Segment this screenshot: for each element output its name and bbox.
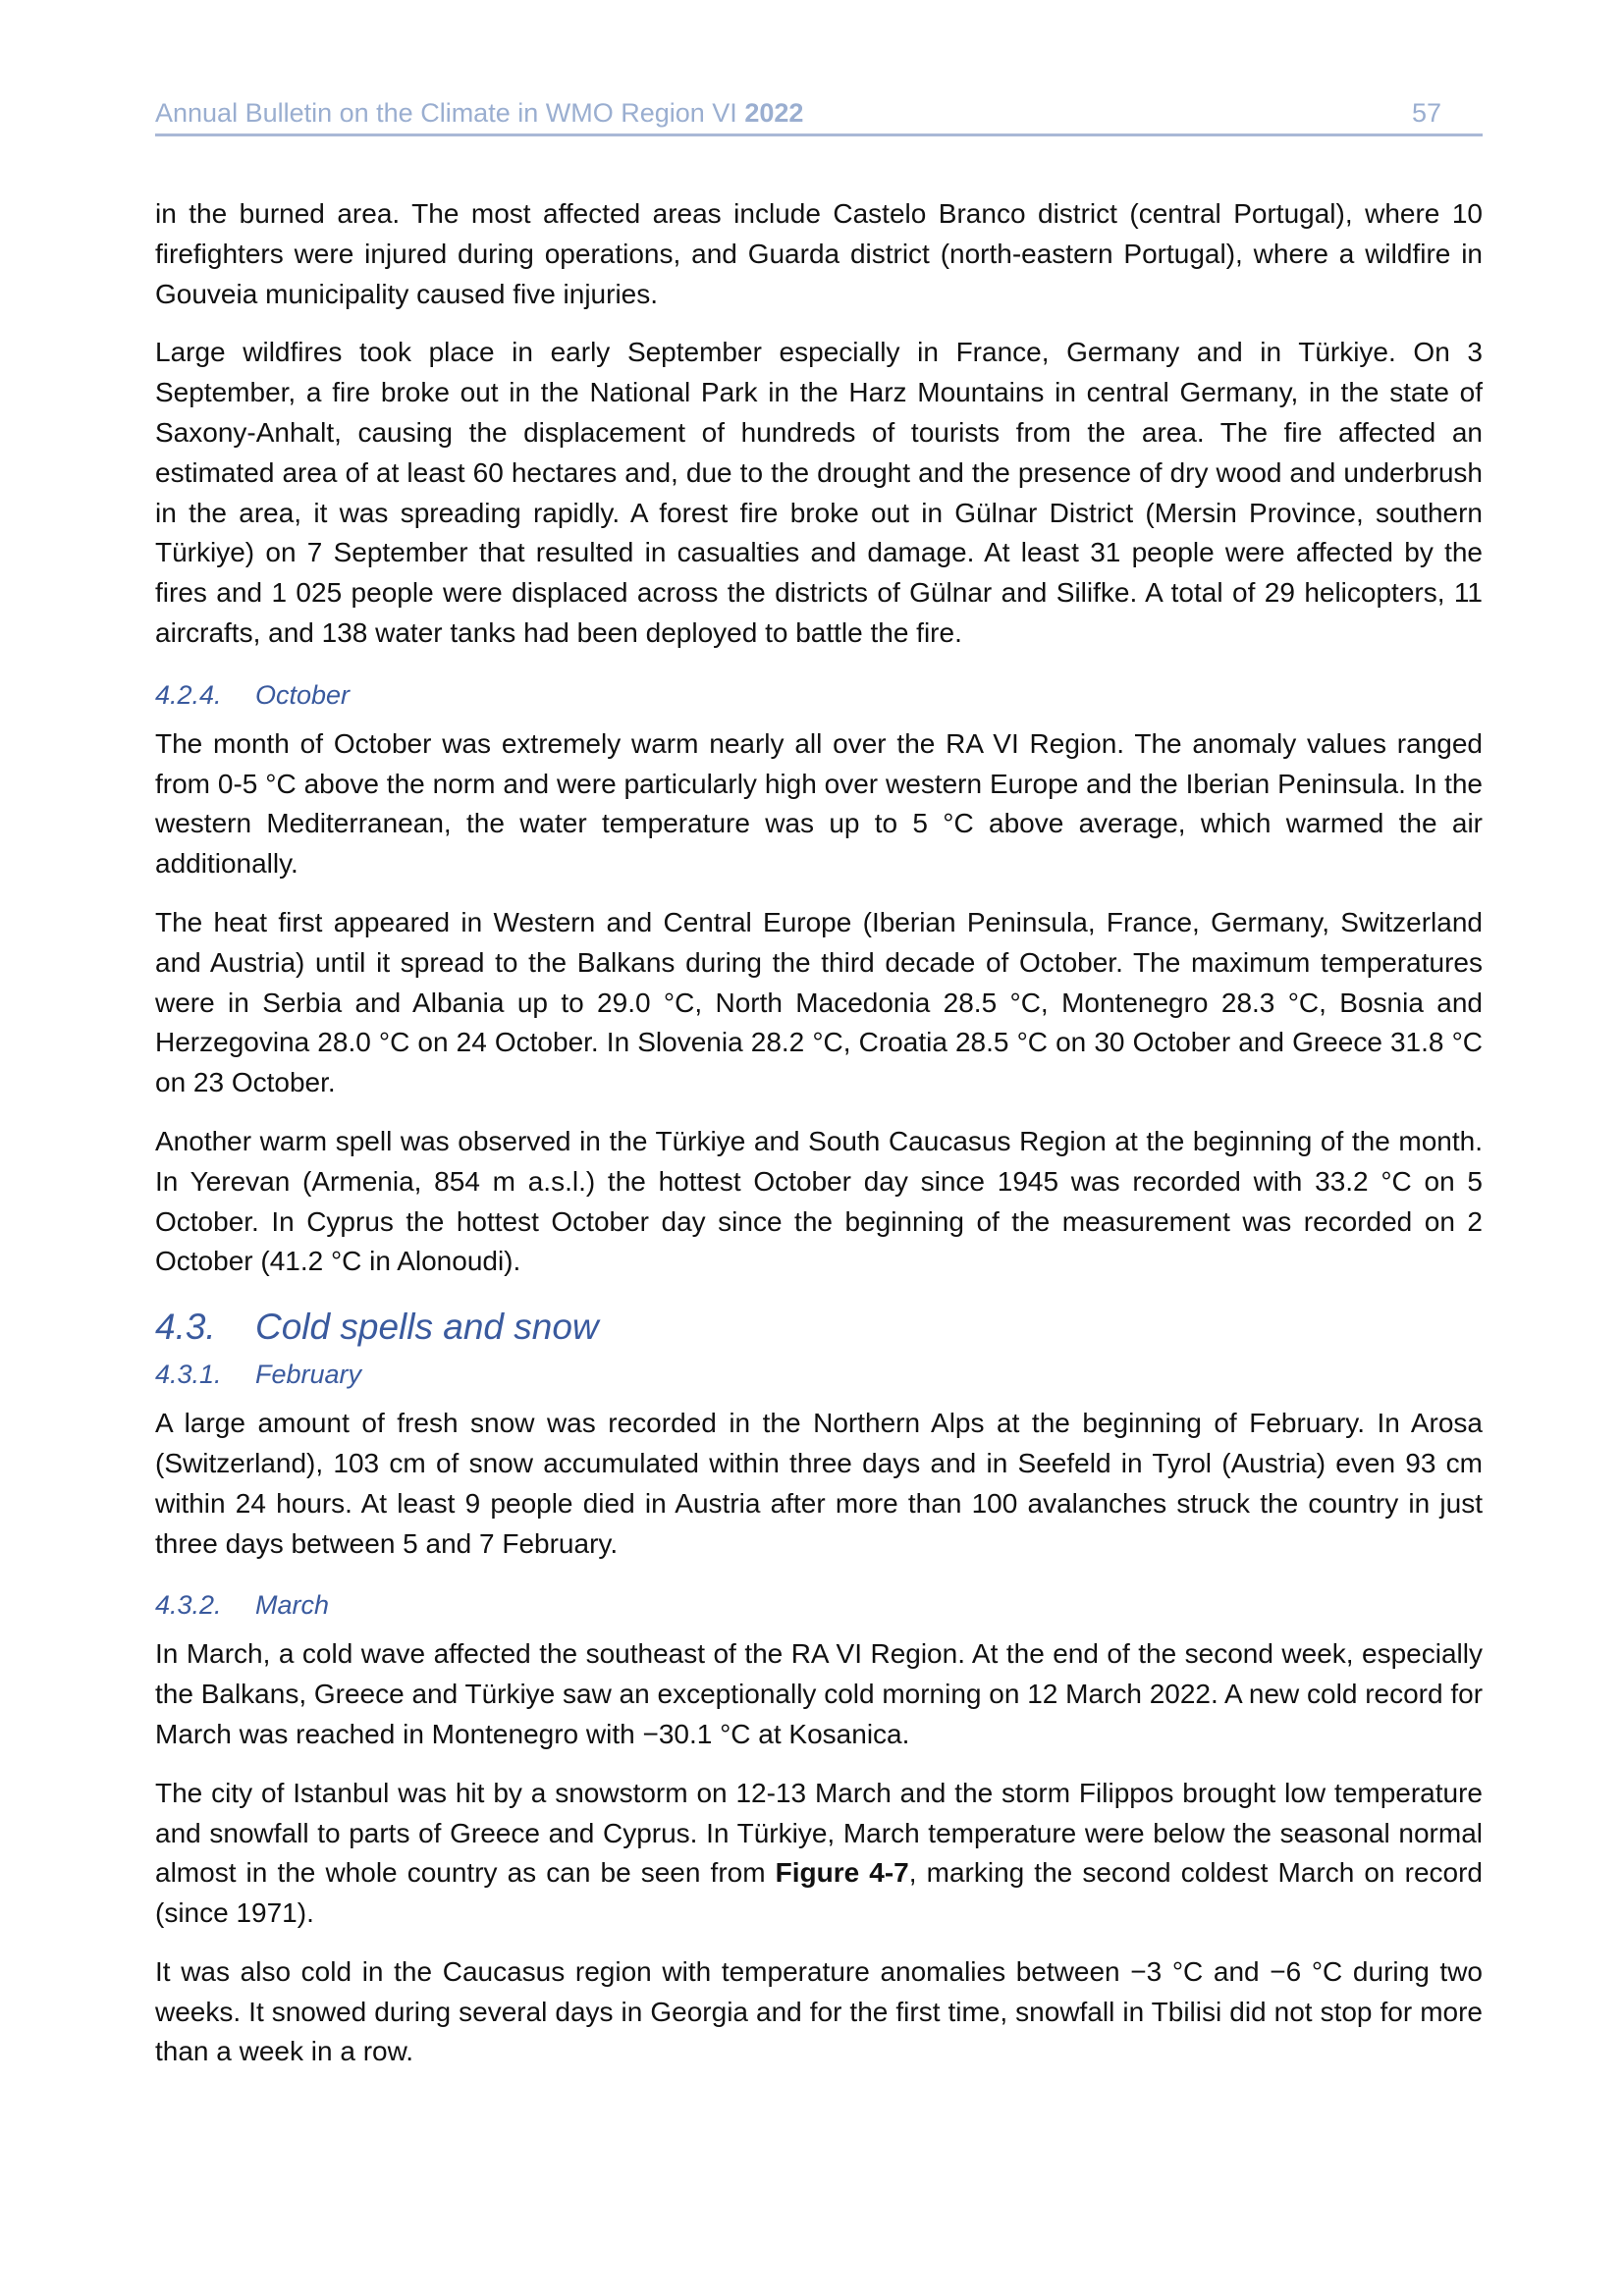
section-heading-october <box>155 677 1483 713</box>
paragraph-october-heat: The heat first appeared in Western and Central Europe (Iberian Peninsula, France, Germany, Switzerland and Austria) until it spread to the Balkans during the third decade of October. The maximum temperatures were in Serbia and Albania up to 29.0 °C, North Macedonia 28.5 °C, Montenegro 28.3 °C, Bosnia and Herzegovina 28.0 °C on 24 October. In Slovenia 28.2 °C, Croatia 28.5 °C on 30 October and Greece 31.8 °C on 23 October. <box>155 906 1483 1098</box>
paragraph-istanbul-snowstorm <box>155 1774 1483 1934</box>
header-title <box>155 98 803 129</box>
section-title: March <box>255 1590 330 1621</box>
paragraph-october-anomaly: The month of October was extremely warm nearly all over the RA VI Region. The anomaly values ranged from 0-5 °C above the norm and were particularly high over western Europe and the Iberian Peninsula. In the western Mediterranean, the water temperature was up to 5 °C above average, which warmed the air additionally. <box>155 727 1483 880</box>
section-title: February <box>255 1360 362 1390</box>
section-number: 4.3.2. <box>155 1590 222 1621</box>
paragraph-text: , marking the second coldest March on record (since 1971). <box>155 1857 1483 1929</box>
paragraph-burned-area: in the burned area. The most affected areas include Castelo Branco district (central Portugal), where 10 firefighters were injured during operations, and Guarda district (north-eastern Portugal), where a wildfire in Gouveia municipality caused five injuries. <box>155 198 1483 309</box>
section-heading-cold-spells <box>155 1304 1483 1351</box>
figure-reference: Figure 4-7 <box>775 1857 909 1889</box>
page-header <box>155 94 1483 136</box>
section-number: 4.2.4. <box>155 679 222 710</box>
paragraph-february-snow: A large amount of fresh snow was recorded in the Northern Alps at the beginning of February. In Arosa (Switzerland), 103 cm of snow accumulated within three days and in Seefeld in Tyrol (Austria) even 93 cm within 24 hours. At least 9 people died in Austria after more than 100 avalanches struck the country in just three days between 5 and 7 February. <box>155 1408 1483 1559</box>
section-heading-february <box>155 1357 1483 1392</box>
paragraph-september-wildfires: Large wildfires took place in early September especially in France, Germany and in Türkiye. On 3 September, a fire broke out in the National Park in the Harz Mountains in central Germany, in the state of Saxony-Anhalt, causing the displacement of hundreds of tourists from the area. The fire affected an estimated area of at least 60 hectares and, due to the drought and the presence of dry wood and underbrush in the area, it was spreading rapidly. A forest fire broke out in Gülnar District (Mersin Province, southern Türkiye) on 7 September that resulted in casualties and damage. At least 31 people were affected by the fires and 1 025 people were displaced across the districts of Gülnar and Silifke. A total of 29 helicopters, 11 aircrafts, and 138 water tanks had been deployed to battle the fire. <box>155 337 1483 648</box>
bulletin-title: Annual Bulletin on the Climate in WMO Region VI <box>155 98 737 128</box>
paragraph-text: The city of Istanbul was hit by a snowstorm on 12-13 March and the storm Filippos brought low temperature and snowfall to parts of Greece and Cyprus. In Türkiye, March temperature were below the seasonal normal almost in the whole country as can be seen from <box>155 1777 1483 1889</box>
section-number: 4.3.1. <box>155 1360 222 1390</box>
paragraph-warm-spell: Another warm spell was observed in the Türkiye and South Caucasus Region at the beginning of the month. In Yerevan (Armenia, 854 m a.s.l.) the hottest October day since 1945 was recorded with 33.2 °C on 5 October. In Cyprus the hottest October day since the beginning of the measurement was recorded on 2 October (41.2 °C in Alonoudi). <box>155 1125 1483 1277</box>
bulletin-year: 2022 <box>744 98 804 128</box>
paragraph-caucasus-cold: It was also cold in the Caucasus region with temperature anomalies between −3 °C and −6 °C during two weeks. It snowed during several days in Georgia and for the first time, snowfall in Tbilisi did not stop for more than a week in a row. <box>155 1955 1483 2067</box>
section-number: 4.3. <box>155 1307 216 1348</box>
section-title: October <box>255 679 351 710</box>
paragraph-march-cold-wave: In March, a cold wave affected the southeast of the RA VI Region. At the end of the second week, especially the Balkans, Greece and Türkiye saw an exceptionally cold morning on 12 March 2022. A new cold record for March was reached in Montenegro with −30.1 °C at Kosanica. <box>155 1638 1484 1749</box>
section-heading-march <box>155 1587 1483 1623</box>
section-title: Cold spells and snow <box>255 1307 599 1348</box>
page-content <box>155 194 1483 2091</box>
page-number: 57 <box>1411 98 1441 128</box>
